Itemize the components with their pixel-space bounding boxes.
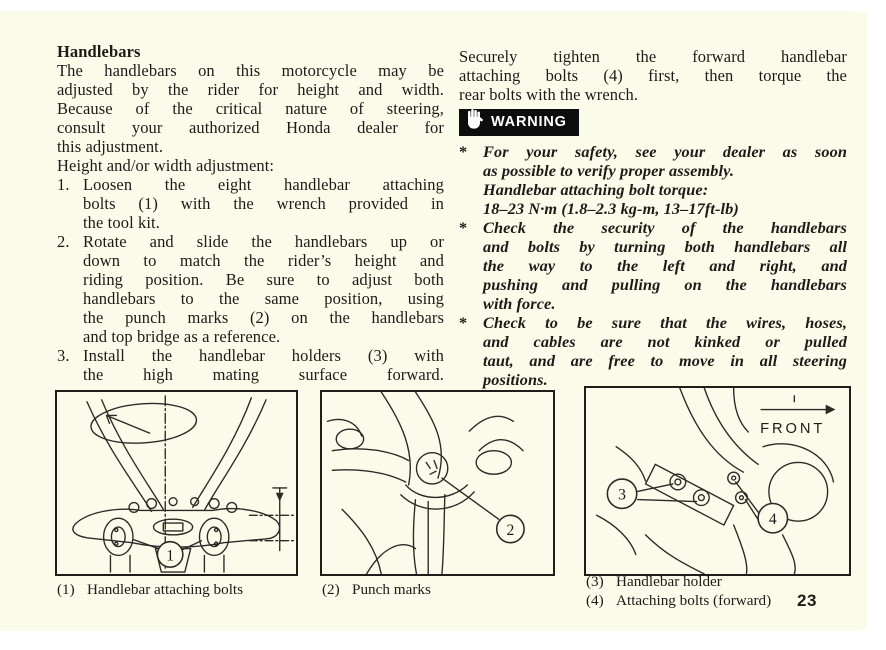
tighten-paragraph	[459, 47, 847, 104]
right-column	[459, 47, 847, 389]
hand-icon	[464, 107, 486, 131]
text-line	[459, 313, 847, 332]
line-marker	[459, 161, 483, 180]
caption-fig3	[586, 573, 826, 610]
callout-2: 2	[506, 521, 515, 539]
line-marker	[57, 270, 83, 289]
caption-fig1	[57, 581, 307, 600]
text-line	[459, 142, 847, 161]
line-text: Handlebar holder	[616, 573, 722, 590]
text-line	[586, 573, 826, 592]
line-text: taut, and are free to move in all steering	[483, 351, 847, 370]
line-text: Handlebar attaching bolts	[87, 581, 244, 598]
intro-paragraph	[57, 61, 444, 156]
line-marker: *	[459, 142, 468, 161]
line-marker: 2.	[57, 232, 70, 251]
line-text: Because of the critical nature of steering,	[57, 99, 444, 118]
line-marker	[57, 251, 83, 270]
line-text: down to match the rider’s height and	[83, 251, 444, 270]
handlebar-holder-drawing	[586, 388, 849, 574]
text-line	[57, 581, 307, 600]
punch-marks-drawing	[322, 392, 553, 574]
text-line	[459, 199, 847, 218]
line-text: and bolts by turning both handlebars all	[483, 237, 847, 256]
line-text: the high mating surface forward.	[83, 365, 444, 384]
line-marker	[459, 351, 483, 370]
steps-list	[57, 175, 444, 384]
line-text: The handlebars on this motorcycle may be	[57, 61, 444, 80]
callout-3: 3	[618, 486, 626, 504]
line-marker: (3)	[586, 573, 604, 590]
line-marker	[459, 275, 483, 294]
text-line	[57, 175, 444, 194]
text-line	[459, 66, 847, 85]
section-heading: Handlebars	[57, 42, 141, 61]
warning-badge-label: WARNING	[491, 113, 567, 130]
text-line	[459, 237, 847, 256]
line-text: positions.	[483, 370, 548, 389]
caption-fig2	[322, 581, 542, 600]
line-marker: (1)	[57, 581, 75, 598]
text-line	[57, 194, 444, 213]
line-marker	[57, 194, 83, 213]
text-line	[57, 365, 444, 384]
line-marker	[459, 237, 483, 256]
line-text: Check the security of the handlebars	[483, 218, 847, 237]
handlebar-front-view-drawing	[57, 392, 296, 574]
line-text: Attaching bolts (forward)	[616, 591, 772, 609]
figure-handlebar-attaching-bolts	[55, 390, 298, 576]
page-number: 23	[797, 591, 817, 610]
text-line	[57, 346, 444, 365]
warning-list	[459, 142, 847, 389]
line-marker: (2)	[322, 581, 340, 598]
line-text: with force.	[483, 294, 556, 313]
line-text: Check to be sure that the wires, hoses,	[483, 313, 847, 332]
line-text: pushing and pulling on the handlebars	[483, 275, 847, 294]
line-text: riding position. Be sure to adjust both	[83, 270, 444, 289]
text-line	[57, 99, 444, 118]
line-text: Install the handlebar holders (3) with	[83, 346, 444, 365]
callout-1: 1	[166, 547, 175, 565]
text-line	[57, 270, 444, 289]
text-line	[459, 275, 847, 294]
line-text: rear bolts with the wrench.	[459, 85, 639, 104]
line-text: Securely tighten the forward handlebar	[459, 47, 847, 66]
line-text: attaching bolts (4) first, then torque the	[459, 66, 847, 85]
line-text: Handlebar attaching bolt torque:	[483, 180, 709, 199]
line-text: adjusted by the rider for height and width.	[57, 80, 444, 99]
left-column	[57, 42, 444, 384]
warning-badge	[459, 109, 579, 136]
text-line	[57, 80, 444, 99]
text-line	[459, 218, 847, 237]
line-text: handlebars to the same position, using	[83, 289, 444, 308]
text-line	[57, 327, 444, 346]
line-text: the punch marks (2) on the handlebars	[83, 308, 444, 327]
line-marker	[459, 199, 483, 218]
text-line	[459, 332, 847, 351]
line-marker	[459, 370, 483, 389]
text-line	[459, 161, 847, 180]
line-marker: (4)	[586, 591, 604, 609]
line-marker	[459, 180, 483, 199]
line-marker	[459, 332, 483, 351]
line-text: and cables are not kinked or pulled	[483, 332, 847, 351]
text-line	[459, 85, 847, 104]
text-line	[459, 294, 847, 313]
line-text: For your safety, see your dealer as soon	[483, 142, 847, 161]
text-line	[57, 308, 444, 327]
text-line	[459, 47, 847, 66]
line-text: and top bridge as a reference.	[83, 327, 281, 346]
text-line	[57, 213, 444, 232]
text-line	[586, 592, 826, 611]
line-text: Punch marks	[352, 581, 431, 598]
line-text: the tool kit.	[83, 213, 160, 232]
line-marker	[57, 327, 83, 346]
text-line	[57, 232, 444, 251]
text-line	[57, 251, 444, 270]
line-marker: 3.	[57, 346, 70, 365]
text-line	[57, 137, 444, 156]
figure-handlebar-holder	[584, 386, 851, 576]
line-marker: *	[459, 218, 468, 237]
callout-4: 4	[768, 511, 777, 529]
text-line	[459, 351, 847, 370]
line-text: bolts (1) with the wrench provided in	[83, 194, 444, 213]
text-line	[57, 61, 444, 80]
adjustment-subheading: Height and/or width adjustment:	[57, 156, 275, 175]
line-text: as possible to verify proper assembly.	[483, 161, 734, 180]
text-line	[57, 118, 444, 137]
line-marker	[57, 213, 83, 232]
line-marker	[459, 256, 483, 275]
line-text: Loosen the eight handlebar attaching	[83, 175, 444, 194]
line-text: the way to the left and right, and	[483, 256, 847, 275]
text-line	[459, 180, 847, 199]
line-text: Rotate and slide the handlebars up or	[83, 232, 444, 251]
line-marker	[57, 308, 83, 327]
text-line	[459, 256, 847, 275]
line-text: 18–23 N·m (1.8–2.3 kg-m, 13–17ft-lb)	[483, 199, 739, 218]
text-line	[57, 289, 444, 308]
front-label: FRONT	[760, 421, 826, 438]
text-line	[322, 581, 542, 600]
line-marker	[57, 289, 83, 308]
line-marker	[459, 294, 483, 313]
line-marker: *	[459, 313, 468, 332]
line-text: this adjustment.	[57, 137, 164, 156]
line-marker	[57, 365, 83, 384]
figure-punch-marks	[320, 390, 555, 576]
line-marker: 1.	[57, 175, 70, 194]
line-text: consult your authorized Honda dealer for	[57, 118, 444, 137]
